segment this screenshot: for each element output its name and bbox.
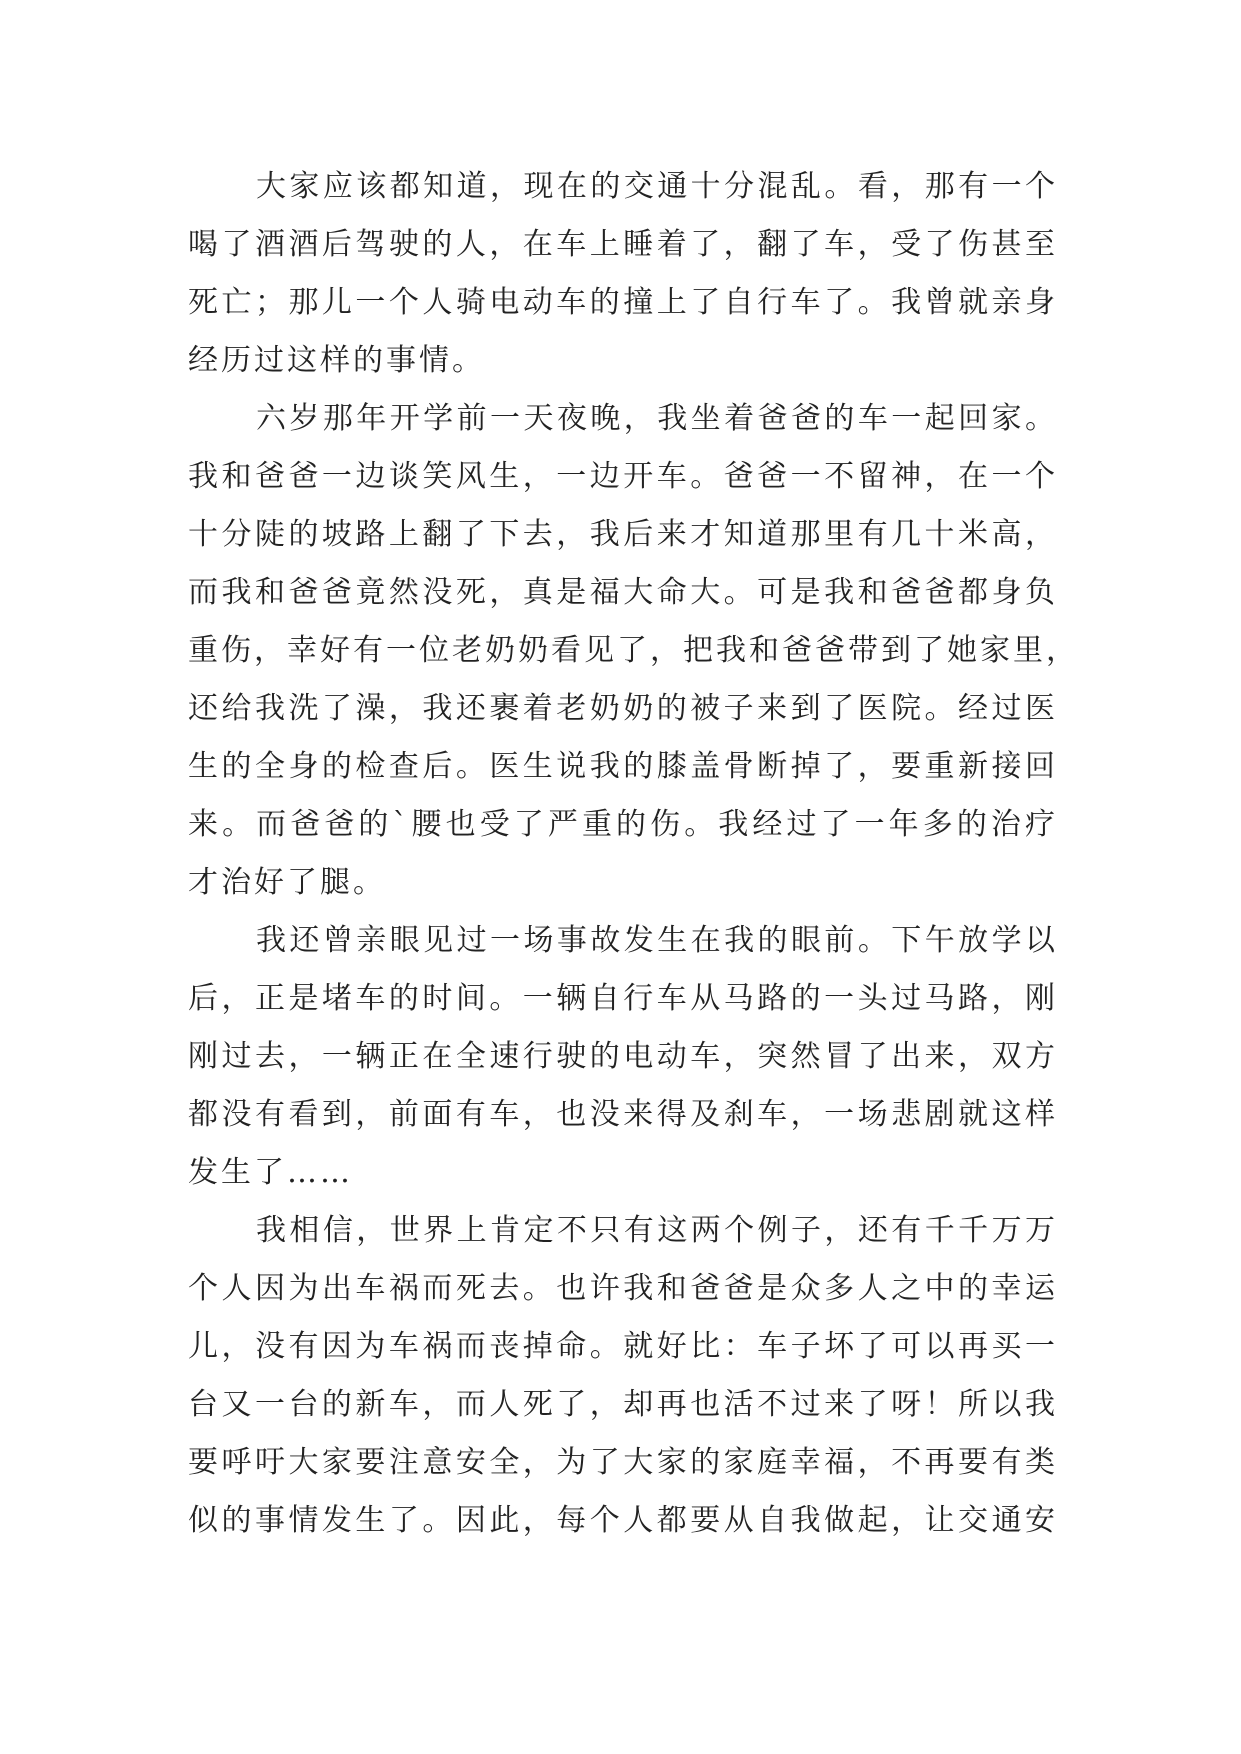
- text-line: 重伤，幸好有一位老奶奶看见了，把我和爸爸带到了她家里，: [188, 633, 1079, 668]
- text-line: 生的全身的检查后。医生说我的膝盖骨断掉了，要重新接回: [188, 749, 1058, 784]
- text-line: 我相信，世界上肯定不只有这两个例子，还有千千万万: [256, 1213, 1058, 1248]
- text-line: 似的事情发生了。因此，每个人都要从自我做起，让交通安: [188, 1503, 1058, 1538]
- text-line: 我还曾亲眼见过一场事故发生在我的眼前。下午放学以: [256, 923, 1058, 958]
- paragraph-4: [188, 1202, 1058, 1550]
- text-line: 个人因为出车祸而死去。也许我和爸爸是众多人之中的幸运: [188, 1271, 1058, 1306]
- text-line: 发生了……: [188, 1155, 353, 1190]
- text-line: 后，正是堵车的时间。一辆自行车从马路的一头过马路，刚: [188, 981, 1058, 1016]
- text-line: 大家应该都知道，现在的交通十分混乱。看，那有一个: [256, 169, 1058, 204]
- text-line: 死亡；那儿一个人骑电动车的撞上了自行车了。我曾就亲身: [188, 285, 1058, 320]
- text-line: 我和爸爸一边谈笑风生，一边开车。爸爸一不留神，在一个: [188, 459, 1058, 494]
- paragraph-2: [188, 390, 1079, 912]
- paragraph-1: [188, 158, 1058, 390]
- text-line: 还给我洗了澡，我还裹着老奶奶的被子来到了医院。经过医: [188, 691, 1058, 726]
- text-line: 喝了酒酒后驾驶的人，在车上睡着了，翻了车，受了伤甚至: [188, 227, 1058, 262]
- text-line: 儿，没有因为车祸而丧掉命。就好比：车子坏了可以再买一: [188, 1329, 1058, 1364]
- text-line: 刚过去，一辆正在全速行驶的电动车，突然冒了出来，双方: [188, 1039, 1058, 1074]
- paragraph-3: [188, 912, 1058, 1202]
- text-line: 台又一台的新车，而人死了，却再也活不过来了呀！所以我: [188, 1387, 1058, 1422]
- text-line: 十分陡的坡路上翻了下去，我后来才知道那里有几十米高，: [188, 517, 1058, 552]
- document-body: [188, 158, 1079, 1550]
- text-line: 要呼吁大家要注意安全，为了大家的家庭幸福，不再要有类: [188, 1445, 1058, 1480]
- text-line: 而我和爸爸竟然没死，真是福大命大。可是我和爸爸都身负: [188, 575, 1058, 610]
- text-line: 经历过这样的事情。: [188, 343, 485, 378]
- text-line: 来。而爸爸的`腰也受了严重的伤。我经过了一年多的治疗: [188, 807, 1058, 842]
- text-line: 六岁那年开学前一天夜晚，我坐着爸爸的车一起回家。: [256, 401, 1058, 436]
- text-line: 才治好了腿。: [188, 865, 386, 900]
- text-line: 都没有看到，前面有车，也没来得及刹车，一场悲剧就这样: [188, 1097, 1058, 1132]
